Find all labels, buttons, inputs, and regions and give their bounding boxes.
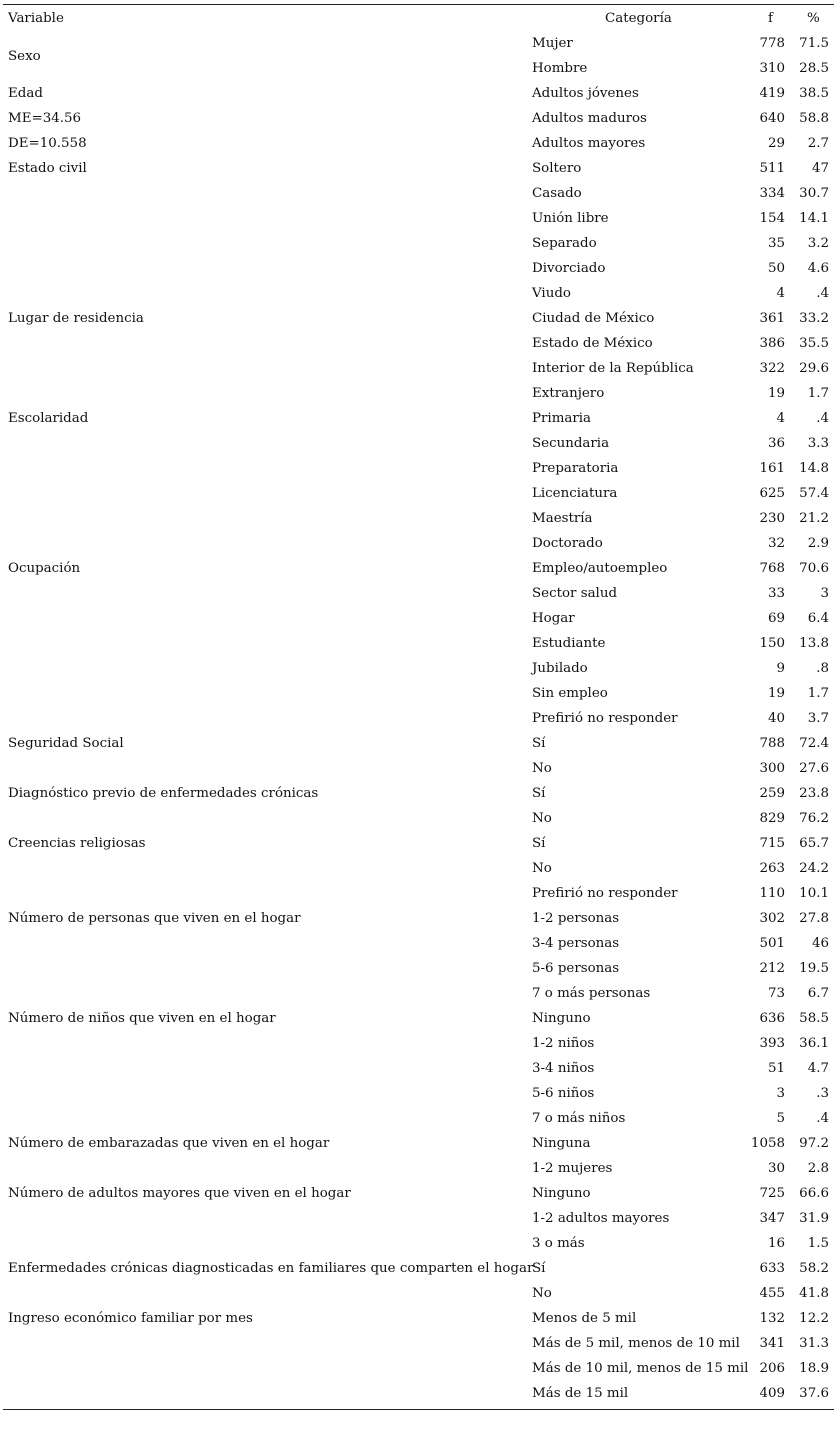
percent-cell: 1.7 [807, 386, 829, 401]
frequency-cell: 3 [776, 1086, 785, 1101]
frequency-cell: 51 [767, 1061, 785, 1076]
percent-cell: 21.2 [799, 511, 829, 526]
frequency-cell: 73 [767, 986, 785, 1001]
frequency-cell: 154 [759, 211, 785, 226]
percent-cell: 2.8 [807, 1161, 829, 1176]
category-cell: Menos de 5 mil [532, 1311, 637, 1326]
frequency-cell: 725 [759, 1186, 785, 1201]
frequency-cell: 132 [759, 1311, 785, 1326]
percent-cell: 37.6 [799, 1386, 829, 1401]
percent-cell: 29.6 [799, 361, 829, 376]
frequency-cell: 40 [767, 711, 785, 726]
header-categoria: Categoría [605, 11, 672, 26]
variable-label: Edad [8, 86, 43, 101]
frequency-cell: 715 [759, 836, 785, 851]
frequency-cell: 29 [767, 136, 785, 151]
frequency-cell: 640 [759, 111, 785, 126]
frequency-cell: 1058 [750, 1136, 785, 1151]
percent-cell: 76.2 [799, 811, 829, 826]
percent-cell: .8 [816, 661, 829, 676]
frequency-cell: 206 [759, 1361, 785, 1376]
category-cell: Secundaria [532, 436, 610, 451]
variable-label: Estado civil [8, 161, 87, 176]
frequency-cell: 347 [759, 1211, 785, 1226]
percent-cell: 41.8 [799, 1286, 829, 1301]
percent-cell: 6.4 [807, 611, 829, 626]
percent-cell: 1.5 [807, 1236, 829, 1251]
header-percent: % [807, 11, 820, 26]
category-cell: No [532, 861, 552, 876]
frequency-cell: 829 [759, 811, 785, 826]
frequency-cell: 263 [759, 861, 785, 876]
percent-cell: 6.7 [807, 986, 829, 1001]
frequency-cell: 5 [776, 1111, 785, 1126]
frequency-cell: 409 [759, 1386, 785, 1401]
percent-cell: 3.7 [807, 711, 829, 726]
percent-cell: 28.5 [799, 61, 829, 76]
variable-label: DE=10.558 [8, 136, 87, 151]
percent-cell: 23.8 [799, 786, 829, 801]
variable-label: Número de embarazadas que viven en el hogar [8, 1136, 330, 1151]
header-variable: Variable [8, 11, 64, 26]
variable-label: Seguridad Social [8, 736, 124, 751]
category-cell: Soltero [532, 161, 582, 176]
category-cell: Más de 5 mil, menos de 10 mil [532, 1336, 740, 1351]
category-cell: Viudo [532, 286, 571, 301]
category-cell: No [532, 1286, 552, 1301]
category-cell: Casado [532, 186, 582, 201]
percent-cell: 12.2 [799, 1311, 829, 1326]
category-cell: Estudiante [532, 636, 606, 651]
category-cell: Adultos maduros [532, 111, 647, 126]
percent-cell: 71.5 [799, 36, 829, 51]
category-cell: Interior de la República [532, 361, 694, 376]
percent-cell: 72.4 [799, 736, 829, 751]
percent-cell: 4.7 [807, 1061, 829, 1076]
percent-cell: 58.2 [799, 1261, 829, 1276]
category-cell: 1-2 adultos mayores [532, 1211, 670, 1226]
percent-cell: .4 [816, 1111, 829, 1126]
percent-cell: 47 [811, 161, 829, 176]
variable-label: Lugar de residencia [8, 311, 144, 326]
frequency-cell: 212 [759, 961, 785, 976]
percent-cell: 31.9 [799, 1211, 829, 1226]
frequency-cell: 501 [759, 936, 785, 951]
percent-cell: 57.4 [799, 486, 829, 501]
percent-cell: 36.1 [799, 1036, 829, 1051]
frequency-cell: 150 [759, 636, 785, 651]
category-cell: Divorciado [532, 261, 606, 276]
category-cell: Hogar [532, 611, 575, 626]
percent-cell: 27.8 [799, 911, 829, 926]
variable-label: Diagnóstico previo de enfermedades crónicas [8, 786, 319, 801]
percent-cell: 33.2 [799, 311, 829, 326]
header-f: f [768, 11, 773, 26]
category-cell: Más de 10 mil, menos de 15 mil [532, 1361, 749, 1376]
frequency-cell: 32 [767, 536, 785, 551]
variable-label: Número de niños que viven en el hogar [8, 1011, 276, 1026]
frequency-cell: 4 [776, 411, 785, 426]
category-cell: 5-6 personas [532, 961, 620, 976]
category-cell: Licenciatura [532, 486, 618, 501]
percent-cell: 1.7 [807, 686, 829, 701]
frequency-cell: 386 [759, 336, 785, 351]
frequency-cell: 9 [776, 661, 785, 676]
frequency-cell: 361 [759, 311, 785, 326]
percent-cell: 58.8 [799, 111, 829, 126]
category-cell: Adultos mayores [532, 136, 646, 151]
category-cell: Hombre [532, 61, 588, 76]
percent-cell: .4 [816, 411, 829, 426]
frequency-cell: 16 [767, 1236, 785, 1251]
frequency-cell: 625 [759, 486, 785, 501]
frequency-cell: 69 [767, 611, 785, 626]
category-cell: Jubilado [532, 661, 588, 676]
percent-cell: 2.9 [807, 536, 829, 551]
frequency-cell: 393 [759, 1036, 785, 1051]
frequency-cell: 633 [759, 1261, 785, 1276]
percent-cell: .3 [816, 1086, 829, 1101]
category-cell: Adultos jóvenes [532, 86, 639, 101]
variable-label: Sexo [8, 48, 41, 64]
variable-label: Número de personas que viven en el hogar [8, 911, 301, 926]
percent-cell: 70.6 [799, 561, 829, 576]
frequency-cell: 334 [759, 186, 785, 201]
frequency-cell: 310 [759, 61, 785, 76]
category-cell: 3 o más [532, 1236, 585, 1251]
percent-cell: 18.9 [799, 1361, 829, 1376]
percent-cell: 19.5 [799, 961, 829, 976]
category-cell: 1-2 mujeres [532, 1161, 613, 1176]
frequency-cell: 341 [759, 1336, 785, 1351]
category-cell: 7 o más personas [532, 986, 651, 1001]
percent-cell: 13.8 [799, 636, 829, 651]
percent-cell: 3.3 [807, 436, 829, 451]
percent-cell: 27.6 [799, 761, 829, 776]
category-cell: Sí [532, 786, 546, 801]
category-cell: 3-4 personas [532, 936, 620, 951]
percent-cell: 3.2 [807, 236, 829, 251]
variable-label: ME=34.56 [8, 111, 82, 126]
variable-label: Escolaridad [8, 411, 89, 426]
percent-cell: 46 [811, 936, 829, 951]
category-cell: Sí [532, 736, 546, 751]
variable-label: Número de adultos mayores que viven en el hogar [8, 1186, 351, 1201]
table-top-rule [3, 4, 834, 5]
variable-label: Enfermedades crónicas diagnosticadas en familiares que comparten el hogar [8, 1261, 534, 1276]
category-cell: Separado [532, 236, 597, 251]
frequency-cell: 35 [767, 236, 785, 251]
category-cell: 3-4 niños [532, 1061, 595, 1076]
frequency-cell: 33 [767, 586, 785, 601]
category-cell: Prefirió no responder [532, 886, 678, 901]
category-cell: Preparatoria [532, 461, 619, 476]
percent-cell: 66.6 [799, 1186, 829, 1201]
frequency-cell: 19 [767, 386, 785, 401]
category-cell: 5-6 niños [532, 1086, 595, 1101]
frequency-cell: 259 [759, 786, 785, 801]
frequency-cell: 30 [767, 1161, 785, 1176]
percent-cell: 3 [820, 586, 829, 601]
category-cell: Ninguna [532, 1136, 591, 1151]
frequency-cell: 300 [759, 761, 785, 776]
frequency-cell: 778 [759, 36, 785, 51]
frequency-cell: 768 [759, 561, 785, 576]
percent-cell: 58.5 [799, 1011, 829, 1026]
table-bottom-rule [3, 1409, 834, 1410]
category-cell: Estado de México [532, 336, 653, 351]
percent-cell: 10.1 [799, 886, 829, 901]
category-cell: Doctorado [532, 536, 603, 551]
percent-cell: 14.1 [799, 211, 829, 226]
category-cell: Maestría [532, 511, 593, 526]
percent-cell: 24.2 [799, 861, 829, 876]
category-cell: Sin empleo [532, 686, 608, 701]
frequency-cell: 4 [776, 286, 785, 301]
percent-cell: 2.7 [807, 136, 829, 151]
frequency-cell: 230 [759, 511, 785, 526]
percent-cell: .4 [816, 286, 829, 301]
category-cell: No [532, 761, 552, 776]
variable-label: Ocupación [8, 561, 81, 576]
frequency-cell: 19 [767, 686, 785, 701]
category-cell: 1-2 niños [532, 1036, 595, 1051]
percent-cell: 35.5 [799, 336, 829, 351]
category-cell: Ciudad de México [532, 311, 655, 326]
category-cell: Mujer [532, 36, 573, 51]
frequency-cell: 788 [759, 736, 785, 751]
frequency-cell: 455 [759, 1286, 785, 1301]
category-cell: No [532, 811, 552, 826]
percent-cell: 14.8 [799, 461, 829, 476]
category-cell: Empleo/autoempleo [532, 561, 668, 576]
category-cell: Ninguno [532, 1011, 591, 1026]
category-cell: Más de 15 mil [532, 1386, 629, 1401]
percent-cell: 30.7 [799, 186, 829, 201]
category-cell: Sí [532, 836, 546, 851]
frequency-cell: 36 [767, 436, 785, 451]
category-cell: Prefirió no responder [532, 711, 678, 726]
frequency-cell: 110 [759, 886, 785, 901]
category-cell: Extranjero [532, 386, 605, 401]
category-cell: Primaria [532, 411, 592, 426]
category-cell: Sector salud [532, 586, 618, 601]
frequency-cell: 419 [759, 86, 785, 101]
category-cell: Ninguno [532, 1186, 591, 1201]
frequency-cell: 511 [759, 161, 785, 176]
variable-label: Ingreso económico familiar por mes [8, 1311, 253, 1326]
frequency-cell: 322 [759, 361, 785, 376]
frequency-cell: 636 [759, 1011, 785, 1026]
percent-cell: 38.5 [799, 86, 829, 101]
frequency-cell: 50 [767, 261, 785, 276]
percent-cell: 65.7 [799, 836, 829, 851]
category-cell: Unión libre [532, 211, 609, 226]
category-cell: 7 o más niños [532, 1111, 626, 1126]
percent-cell: 4.6 [807, 261, 829, 276]
variable-label: Creencias religiosas [8, 836, 146, 851]
frequency-cell: 161 [759, 461, 785, 476]
percent-cell: 31.3 [799, 1336, 829, 1351]
category-cell: Sí [532, 1261, 546, 1276]
frequency-cell: 302 [759, 911, 785, 926]
category-cell: 1-2 personas [532, 911, 620, 926]
percent-cell: 97.2 [799, 1136, 829, 1151]
